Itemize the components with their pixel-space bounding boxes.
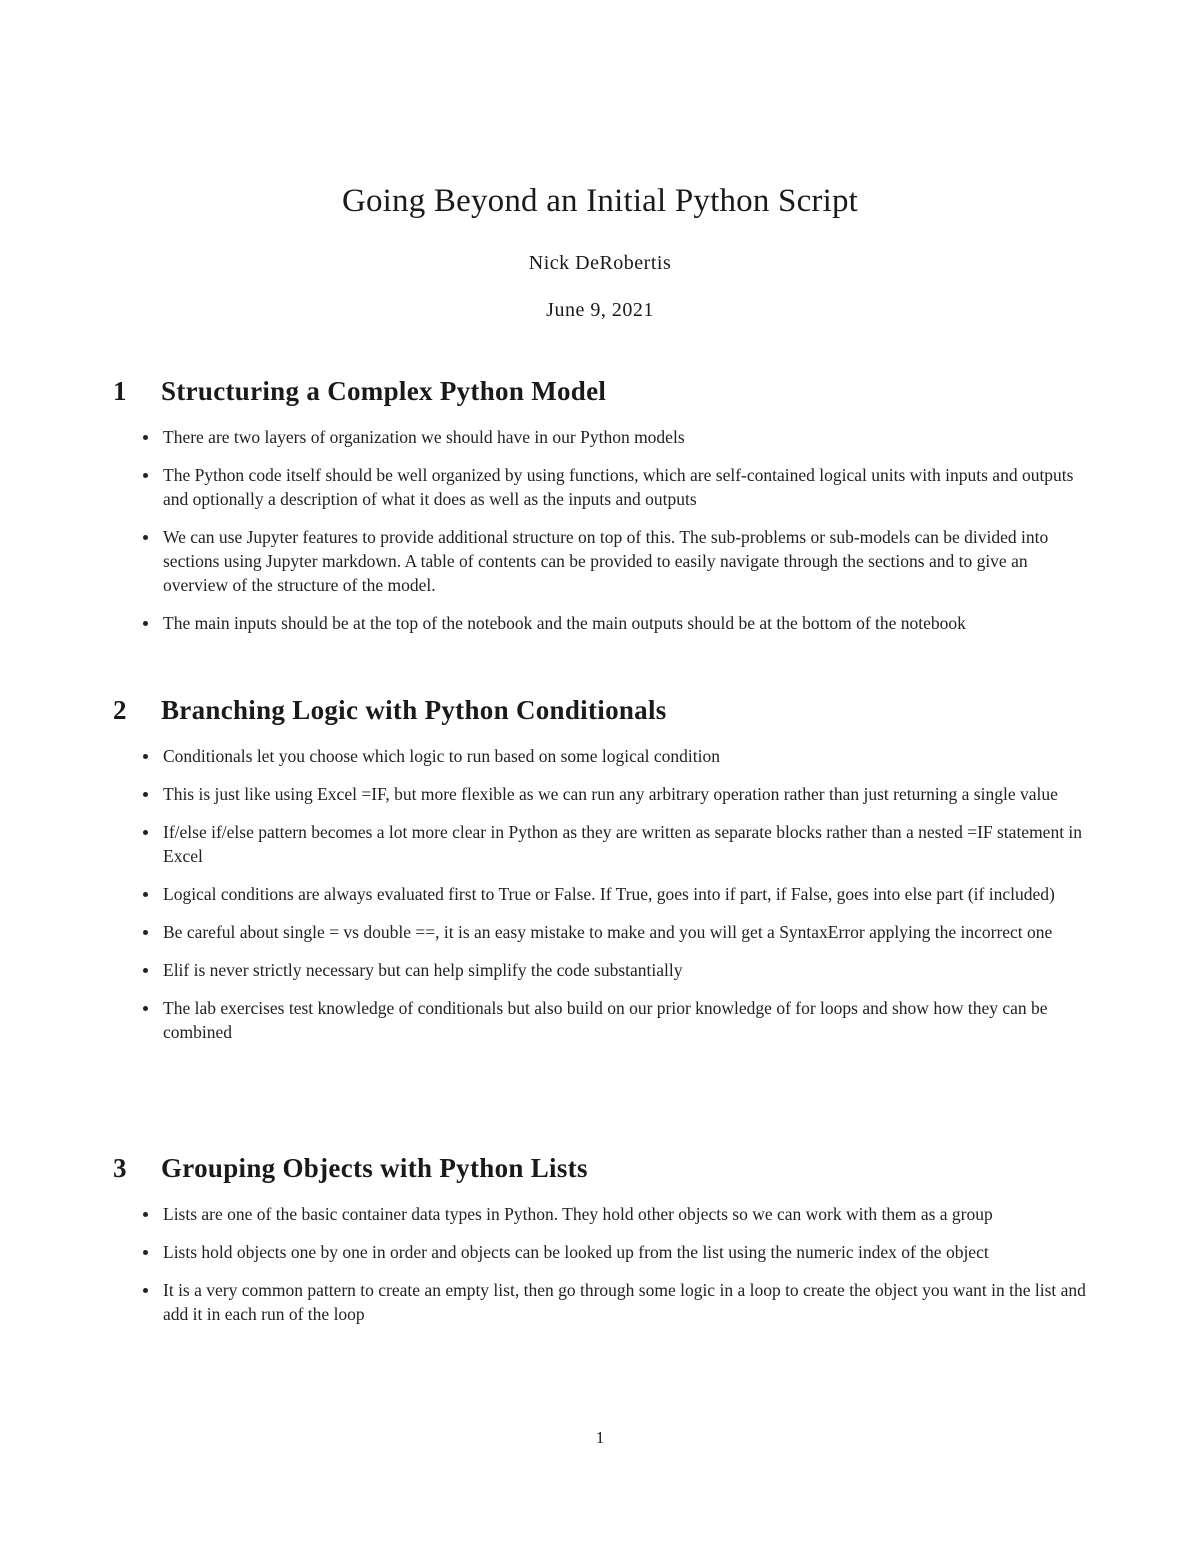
list-item: Elif is never strictly necessary but can help simplify the code substantially: [113, 958, 1093, 982]
document-title: Going Beyond an Initial Python Script: [341, 183, 859, 219]
list-item: This is just like using Excel =IF, but more flexible as we can run any arbitrary operation rather than just returning a single value: [113, 782, 1093, 806]
list-item: There are two layers of organization we should have in our Python models: [113, 425, 1093, 449]
bullet-list: [113, 1202, 1093, 1326]
list-item: Logical conditions are always evaluated first to True or False. If True, goes into if part, if False, goes into else part (if included): [113, 882, 1093, 906]
list-item: It is a very common pattern to create an empty list, then go through some logic in a loop to create the object you want in the list and add it in each run of the loop: [113, 1278, 1093, 1326]
section-heading: [113, 376, 1093, 407]
section-title: Structuring a Complex Python Model: [161, 376, 607, 406]
list-item: Conditionals let you choose which logic to run based on some logical condition: [113, 744, 1093, 768]
page-number: 1: [595, 1428, 605, 1447]
section-number: 1: [113, 376, 127, 406]
list-item: If/else if/else pattern becomes a lot more clear in Python as they are written as separate blocks rather than a nested =IF statement in Excel: [113, 820, 1093, 868]
section-number: 3: [113, 1153, 127, 1183]
bullet-list: [113, 744, 1093, 1044]
section-heading: [113, 1153, 1093, 1184]
list-item: The main inputs should be at the top of the notebook and the main outputs should be at the bottom of the notebook: [113, 611, 1093, 635]
section-title: Grouping Objects with Python Lists: [161, 1153, 588, 1183]
document-date: June 9, 2021: [546, 299, 654, 321]
list-item: Be careful about single = vs double ==, it is an easy mistake to make and you will get a SyntaxError applying the incorrect one: [113, 920, 1093, 944]
document-author: Nick DeRobertis: [528, 252, 672, 274]
list-item: We can use Jupyter features to provide additional structure on top of this. The sub-problems or sub-models can be divided into sections using Jupyter markdown. A table of contents can be provided to easily navigate through the sections and to give an overview of the structure of the model.: [113, 525, 1093, 597]
section-branching: [113, 695, 1093, 1044]
list-item: The lab exercises test knowledge of conditionals but also build on our prior knowledge of for loops and show how they can be combined: [113, 996, 1093, 1044]
list-item: Lists are one of the basic container data types in Python. They hold other objects so we can work with them as a group: [113, 1202, 1093, 1226]
section-number: 2: [113, 695, 127, 725]
list-item: Lists hold objects one by one in order and objects can be looked up from the list using the numeric index of the object: [113, 1240, 1093, 1264]
bullet-list: [113, 425, 1093, 635]
list-item: The Python code itself should be well organized by using functions, which are self-contained logical units with inputs and outputs and optionally a description of what it does as well as the inputs and outputs: [113, 463, 1093, 511]
section-title: Branching Logic with Python Conditionals: [161, 695, 667, 725]
section-grouping: [113, 1153, 1093, 1326]
section-structuring: [113, 376, 1093, 635]
section-heading: [113, 695, 1093, 726]
